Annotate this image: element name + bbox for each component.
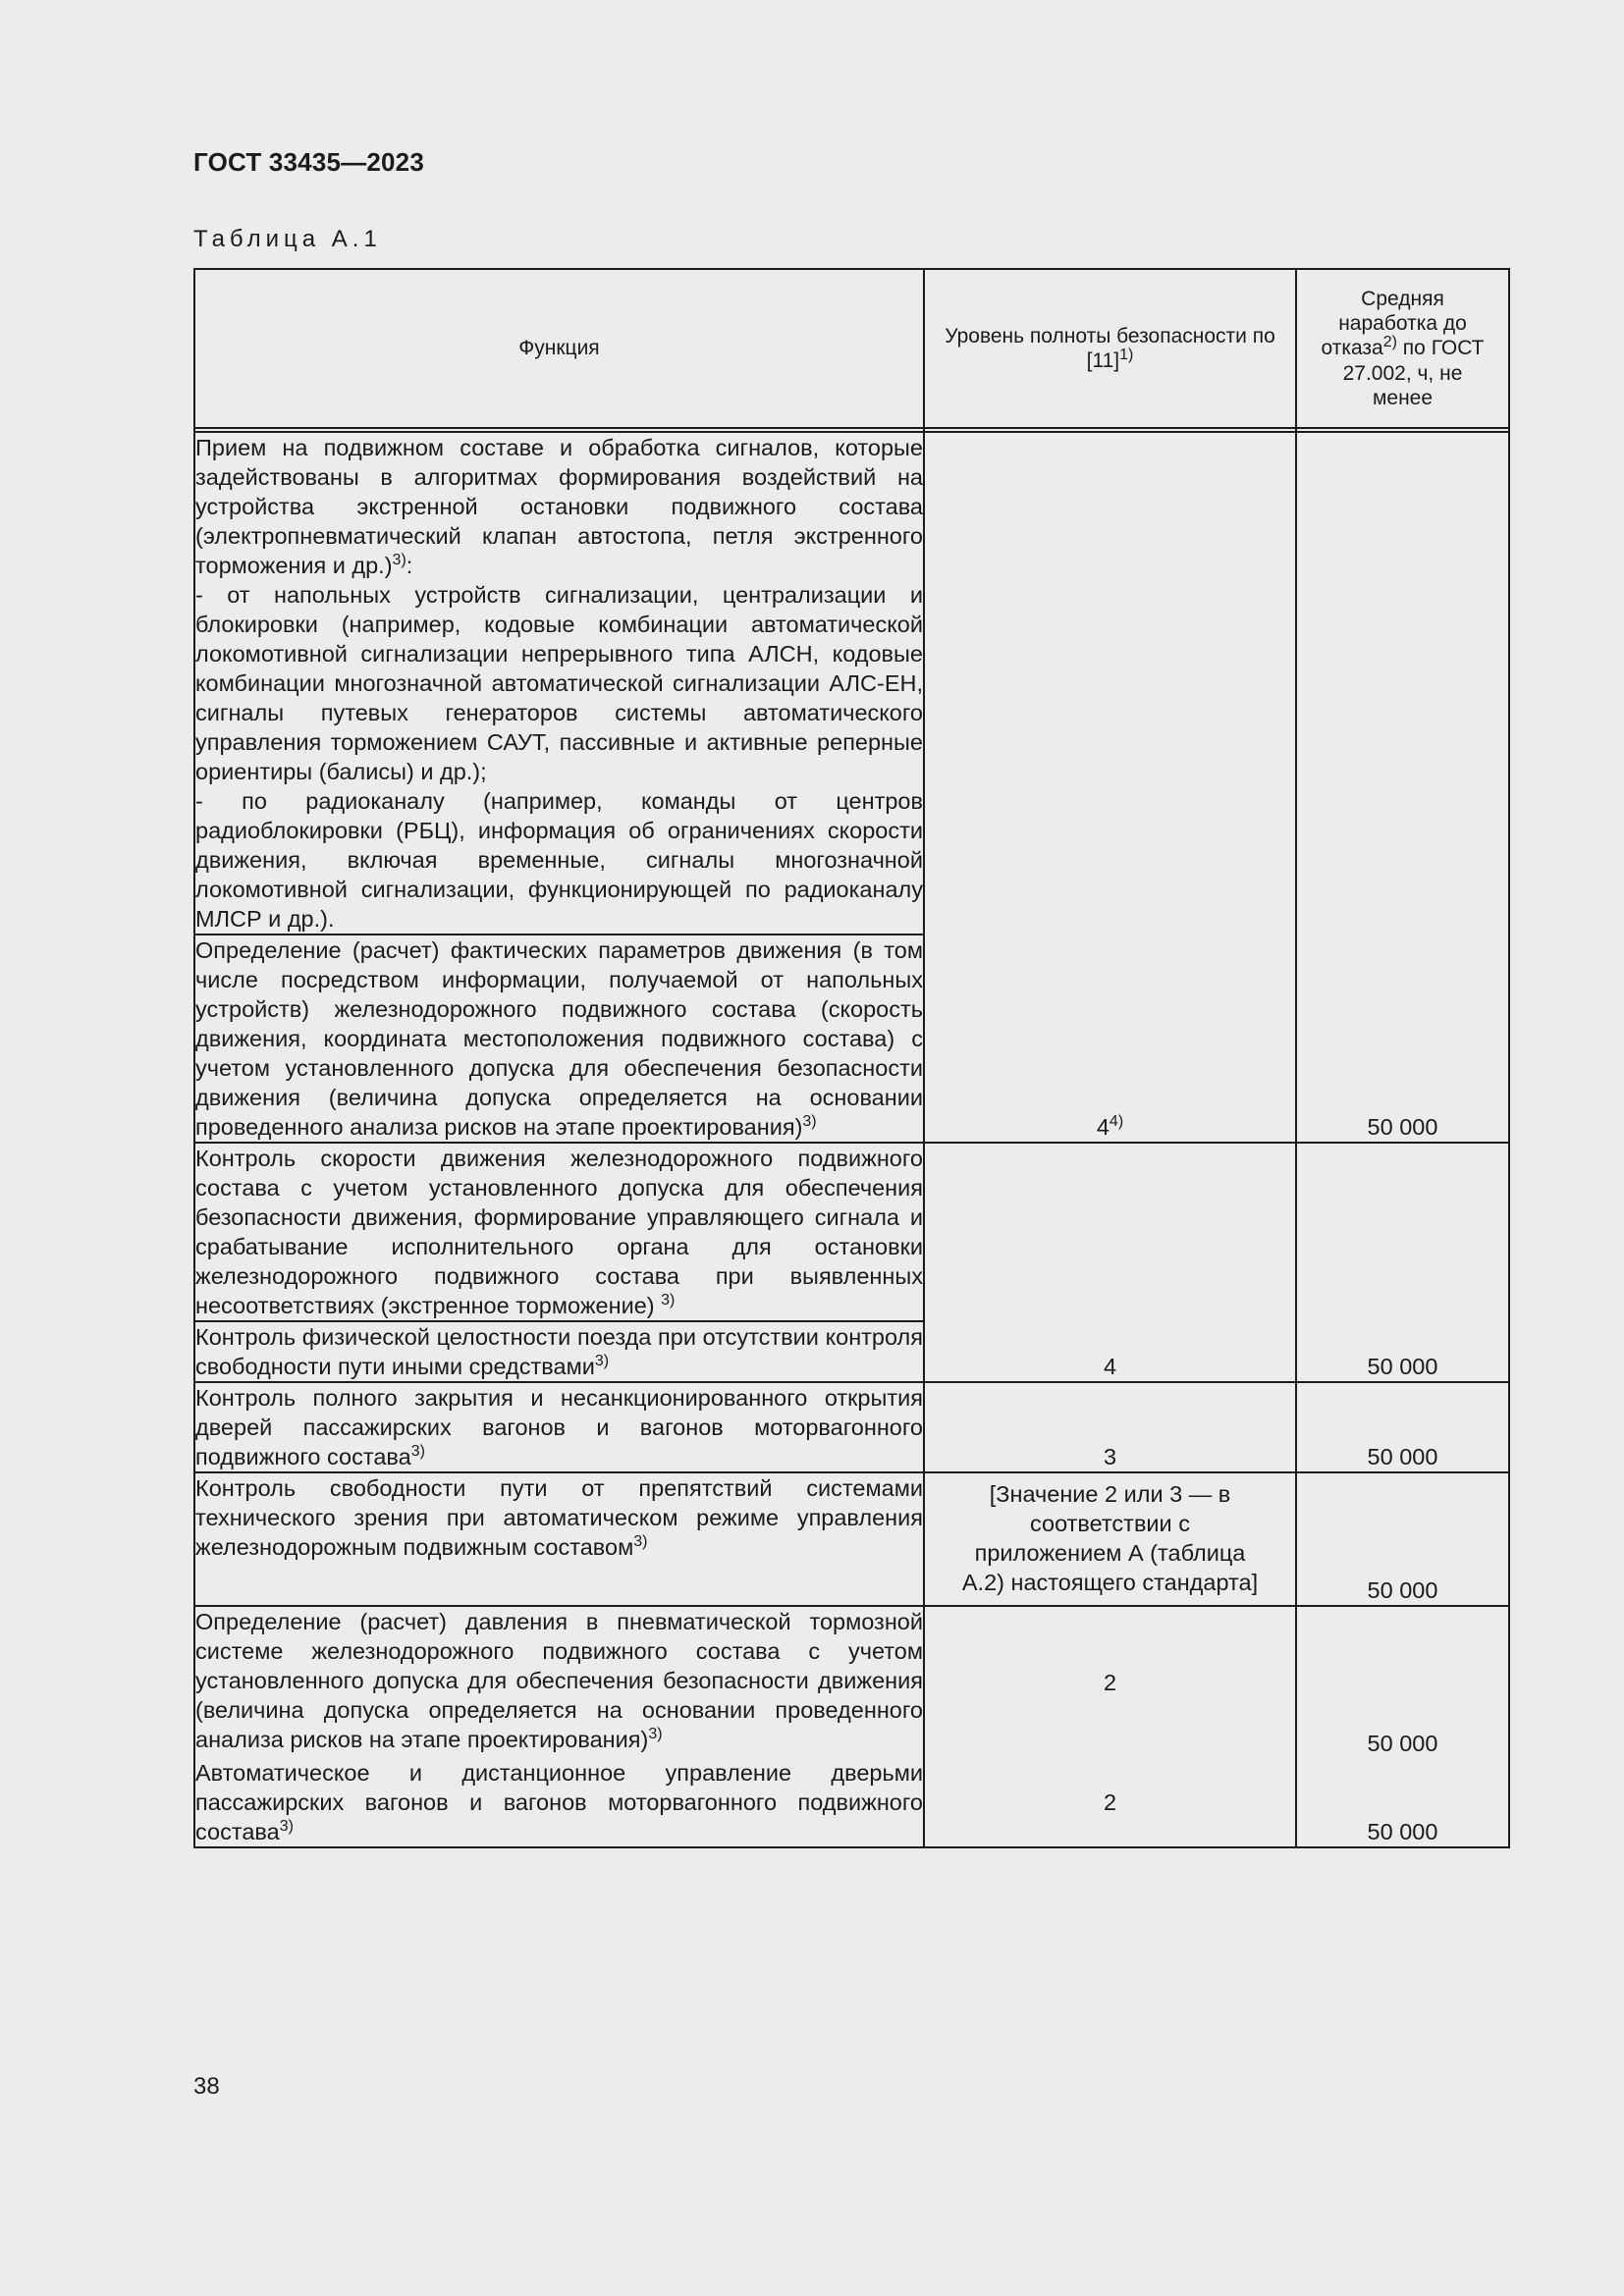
mttf-value: 50 000 — [1367, 1577, 1438, 1603]
table-row — [194, 1606, 1509, 1758]
column-header-function-label: Функция — [518, 337, 600, 360]
mttf-cell — [1296, 1143, 1509, 1382]
mttf-cell — [1296, 432, 1509, 1143]
sil-value: 4 — [1096, 1114, 1110, 1140]
function-text-tail: : — [406, 553, 413, 578]
sil-value: [Значение 2 или 3 — в соответствии с приложением А (таблица А.2) настоящего стандарта] — [961, 1481, 1259, 1595]
footnote-marker: 3) — [279, 1818, 294, 1836]
column-header-mttf-label-tail: по ГОСТ 27.002, ч, не менее — [1342, 337, 1485, 409]
function-cell — [194, 1606, 924, 1758]
sil-value: 2 — [1103, 1670, 1117, 1695]
function-paragraph: - по радиоканалу (например, команды от центров радиоблокировки (РБЦ), информация об ограничениях скорости движения, включая временные, сигналы многозначной локомотивной сигнализации, функционирующей по радиоканалу МЛСР и др.). — [195, 788, 923, 932]
table-caption: Таблица А.1 — [193, 226, 382, 252]
table-row — [194, 432, 1509, 934]
sil-cell — [924, 1143, 1296, 1382]
mttf-value: 50 000 — [1367, 1354, 1438, 1379]
sil-cell — [924, 1472, 1296, 1606]
function-text: Автоматическое и дистанционное управление дверьми пассажирских вагонов и вагонов моторвагонного подвижного состава — [195, 1760, 923, 1844]
function-cell — [194, 432, 924, 934]
sil-cell — [924, 1758, 1296, 1847]
function-text: Определение (расчет) фактических параметров движения (в том числе посредством информации, получаемой от напольных устройств) железнодорожного подвижного состава (скорость движения, координата местоположения подвижного состава) с учетом установленного допуска для обеспечения безопасности движения (величина допуска определяется на основании проведенного анализа рисков на этапе проектирования) — [195, 937, 923, 1140]
function-cell — [194, 1382, 924, 1472]
footnote-marker: 3) — [633, 1533, 648, 1551]
table-row — [194, 1758, 1509, 1847]
mttf-cell — [1296, 1382, 1509, 1472]
document-code: ГОСТ 33435—2023 — [193, 147, 424, 177]
requirements-table — [193, 268, 1510, 1848]
footnote-marker: 4) — [1109, 1113, 1124, 1131]
function-paragraph: - от напольных устройств сигнализации, централизации и блокировки (например, кодовые комбинации автоматической локомотивной сигнализации непрерывного типа АЛСН, кодовые комбинации многозначной автоматической сигнализации АЛС-ЕН, сигналы путевых генераторов системы автоматического управления торможением САУТ, пассивные и активные реперные ориентиры (балисы) и др.); — [195, 582, 923, 784]
function-text: Определение (расчет) давления в пневматической тормозной системе железнодорожного подвижного состава с учетом установленного допуска для обеспечения безопасности движения (величина допуска определяется на основании проведенного анализа рисков на этапе проектирования) — [195, 1609, 923, 1752]
function-cell — [194, 1758, 924, 1847]
table-row — [194, 1382, 1509, 1472]
function-text: Прием на подвижном составе и обработка сигналов, которые задействованы в алгоритмах формирования воздействий на устройства экстренной остановки подвижного состава (электропневматический клапан автостопа, петля экстренного торможения и др.) — [195, 435, 923, 578]
footnote-marker: 3) — [594, 1353, 610, 1370]
mttf-value: 50 000 — [1367, 1731, 1438, 1756]
sil-cell — [924, 432, 1296, 1143]
function-text: Контроль свободности пути от препятствий системами технического зрения при автоматическом режиме управления железнодорожным подвижным составом — [195, 1475, 923, 1560]
function-text: Контроль скорости движения железнодорожного подвижного состава с учетом установленного допуска для обеспечения безопасности движения, формирование управляющего сигнала и срабатывание исполнительного органа для остановки железнодорожного подвижного состава при выявленных несоответствиях (экстренное торможение) — [195, 1146, 923, 1318]
table-row — [194, 1472, 1509, 1606]
table-row — [194, 1143, 1509, 1321]
sil-value: 3 — [1103, 1444, 1117, 1469]
table-header-row — [194, 269, 1509, 428]
column-header-function — [194, 269, 924, 428]
footnote-marker: 3) — [392, 552, 406, 569]
footnote-marker: 3) — [648, 1726, 663, 1743]
footnote-marker: 3) — [410, 1443, 425, 1461]
function-text: Контроль физической целостности поезда при отсутствии контроля свободности пути иными средствами — [195, 1324, 923, 1379]
sil-cell — [924, 1606, 1296, 1758]
column-header-sil-label: Уровень полноты безопасности по [11] — [945, 324, 1275, 372]
page-number: 38 — [193, 2073, 220, 2100]
footnote-marker: 1) — [1119, 347, 1134, 363]
mttf-cell — [1296, 1606, 1509, 1758]
footnote-marker: 3) — [802, 1113, 817, 1131]
column-header-sil — [924, 269, 1296, 428]
function-cell — [194, 1321, 924, 1382]
mttf-value: 50 000 — [1367, 1819, 1438, 1844]
mttf-value: 50 000 — [1367, 1444, 1438, 1469]
function-cell — [194, 1472, 924, 1606]
function-paragraph — [195, 433, 923, 580]
mttf-value: 50 000 — [1367, 1114, 1438, 1140]
function-cell — [194, 1143, 924, 1321]
function-cell — [194, 934, 924, 1143]
mttf-cell — [1296, 1472, 1509, 1606]
sil-value: 2 — [1103, 1789, 1117, 1815]
mttf-cell — [1296, 1758, 1509, 1847]
footnote-marker: 2) — [1382, 334, 1397, 351]
sil-cell — [924, 1382, 1296, 1472]
footnote-marker: 3) — [661, 1292, 676, 1309]
column-header-mttf-label: Средняя наработка до отказа — [1321, 288, 1467, 360]
column-header-mttf — [1296, 269, 1509, 428]
function-text: Контроль полного закрытия и несанкционированного открытия дверей пассажирских вагонов и вагонов моторвагонного подвижного состава — [195, 1385, 923, 1469]
sil-value: 4 — [1103, 1354, 1117, 1379]
